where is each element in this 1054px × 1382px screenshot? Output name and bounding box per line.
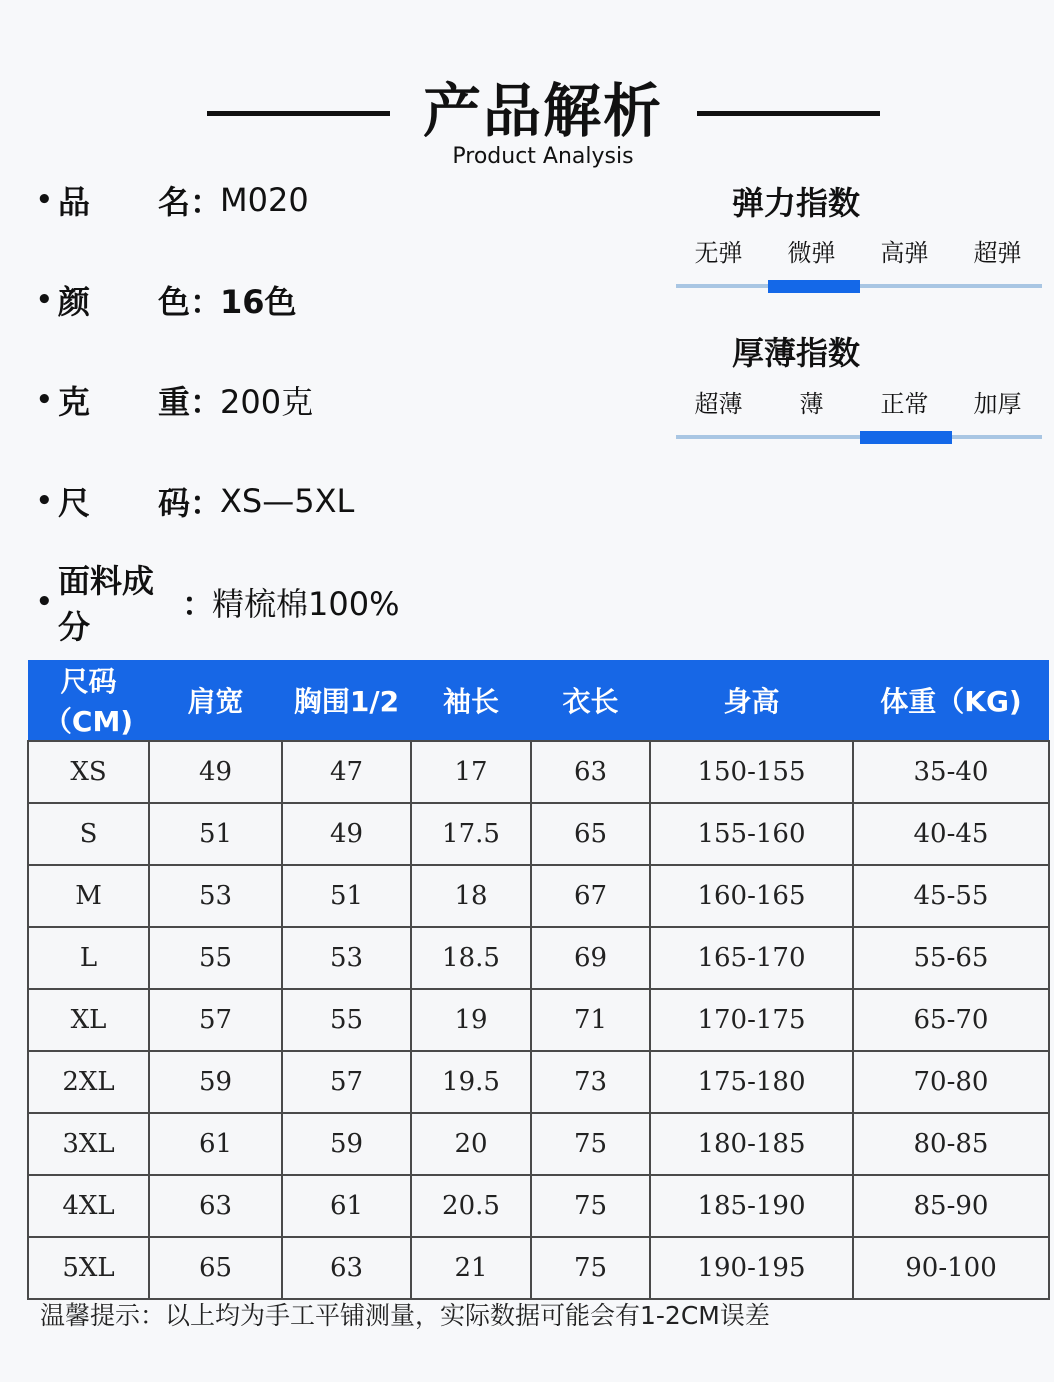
table-cell: 18 — [411, 865, 531, 927]
table-row — [28, 1175, 1049, 1237]
spec-size: • 尺 码 ： XS—5XL — [36, 476, 354, 526]
table-cell: 165-170 — [650, 927, 853, 989]
table-cell: 185-190 — [650, 1175, 853, 1237]
table-cell: 90-100 — [853, 1237, 1049, 1299]
table-row — [28, 1237, 1049, 1299]
table-cell: 49 — [149, 741, 282, 803]
table-cell: 19 — [411, 989, 531, 1051]
title-divider-left — [207, 111, 390, 116]
table-cell: 40-45 — [853, 803, 1049, 865]
table-header-cell: 袖长 — [411, 660, 531, 741]
table-cell: 150-155 — [650, 741, 853, 803]
table-cell: S — [28, 803, 149, 865]
table-cell: 65 — [149, 1237, 282, 1299]
spec-value: 16色 — [220, 283, 297, 321]
table-cell: 57 — [282, 1051, 411, 1113]
spec-value: 200克 — [220, 383, 314, 421]
thickness-options — [672, 384, 1044, 419]
table-header-cell: 身高 — [650, 660, 853, 741]
table-cell: 51 — [149, 803, 282, 865]
table-cell: 61 — [149, 1113, 282, 1175]
table-cell: 70-80 — [853, 1051, 1049, 1113]
table-row — [28, 1113, 1049, 1175]
table-cell: 20.5 — [411, 1175, 531, 1237]
spec-label: 颜 色 — [58, 283, 190, 321]
table-cell: 80-85 — [853, 1113, 1049, 1175]
table-cell: 51 — [282, 865, 411, 927]
table-row — [28, 989, 1049, 1051]
bullet-icon: • — [36, 285, 53, 315]
table-cell: 53 — [282, 927, 411, 989]
spec-color: • 颜 色 ： 16色 — [36, 275, 297, 325]
table-cell: 63 — [531, 741, 650, 803]
table-cell: 17 — [411, 741, 531, 803]
table-cell: 59 — [149, 1051, 282, 1113]
bullet-icon: • — [36, 587, 53, 617]
table-cell: 67 — [531, 865, 650, 927]
table-cell: 155-160 — [650, 803, 853, 865]
table-cell: 75 — [531, 1113, 650, 1175]
table-cell: 4XL — [28, 1175, 149, 1237]
bullet-icon: • — [36, 486, 53, 516]
thickness-option: 超薄 — [694, 390, 743, 418]
elasticity-option: 微弹 — [787, 239, 836, 267]
table-cell: 57 — [149, 989, 282, 1051]
table-cell: 2XL — [28, 1051, 149, 1113]
table-cell: 35-40 — [853, 741, 1049, 803]
table-cell: 45-55 — [853, 865, 1049, 927]
table-row — [28, 741, 1049, 803]
table-cell: 71 — [531, 989, 650, 1051]
spec-name: • 品 名 ： M020 — [36, 175, 309, 225]
table-row — [28, 927, 1049, 989]
elasticity-option: 高弹 — [880, 239, 929, 267]
page-subtitle: Product Analysis — [452, 144, 634, 169]
thickness-indicator — [860, 431, 952, 444]
table-cell: 63 — [282, 1237, 411, 1299]
table-header-row — [28, 660, 1049, 741]
table-cell: 5XL — [28, 1237, 149, 1299]
table-cell: XL — [28, 989, 149, 1051]
size-table — [27, 660, 1048, 1300]
table-cell: 75 — [531, 1237, 650, 1299]
thickness-option: 加厚 — [973, 390, 1022, 418]
table-row — [28, 1051, 1049, 1113]
table-cell: 20 — [411, 1113, 531, 1175]
page-title: 产品解析 — [422, 77, 663, 145]
table-cell: 55-65 — [853, 927, 1049, 989]
table-row — [28, 803, 1049, 865]
thickness-option: 正常 — [880, 390, 929, 418]
table-cell: 85-90 — [853, 1175, 1049, 1237]
table-header-cell: 胸围1/2 — [282, 660, 411, 741]
spec-label: 克 重 — [58, 383, 190, 421]
table-row — [28, 865, 1049, 927]
table-cell: 47 — [282, 741, 411, 803]
elasticity-indicator — [768, 280, 860, 293]
elasticity-option: 无弹 — [694, 239, 743, 267]
table-cell: 73 — [531, 1051, 650, 1113]
thickness-option: 薄 — [799, 390, 824, 418]
table-header-cell: 衣长 — [531, 660, 650, 741]
table-cell: 59 — [282, 1113, 411, 1175]
bullet-icon: • — [36, 185, 53, 215]
measurement-note: 温馨提示：以上均为手工平铺测量，实际数据可能会有1-2CM误差 — [40, 1301, 770, 1330]
elasticity-options — [672, 233, 1044, 268]
table-cell: 170-175 — [650, 989, 853, 1051]
table-cell: 65-70 — [853, 989, 1049, 1051]
table-cell: 55 — [282, 989, 411, 1051]
table-cell: 75 — [531, 1175, 650, 1237]
thickness-title: 厚薄指数 — [731, 334, 860, 372]
table-header-cell: 尺码（CM) — [28, 660, 149, 741]
table-cell: 18.5 — [411, 927, 531, 989]
spec-value: M020 — [220, 181, 309, 219]
spec-label: 面料成分 — [58, 562, 155, 646]
table-cell: M — [28, 865, 149, 927]
spec-value: 精梳棉100% — [212, 585, 400, 623]
table-cell: 180-185 — [650, 1113, 853, 1175]
spec-label: 尺 码 — [58, 484, 190, 522]
table-cell: L — [28, 927, 149, 989]
thickness-track — [676, 435, 1042, 439]
table-cell: 21 — [411, 1237, 531, 1299]
table-cell: 63 — [149, 1175, 282, 1237]
table-cell: 175-180 — [650, 1051, 853, 1113]
table-cell: 65 — [531, 803, 650, 865]
bullet-icon: • — [36, 385, 53, 415]
elasticity-option: 超弹 — [973, 239, 1022, 267]
table-cell: 160-165 — [650, 865, 853, 927]
table-cell: 55 — [149, 927, 282, 989]
table-header-cell: 肩宽 — [149, 660, 282, 741]
table-cell: 53 — [149, 865, 282, 927]
table-cell: 49 — [282, 803, 411, 865]
table-header-cell: 体重（KG) — [853, 660, 1049, 741]
spec-value: XS—5XL — [220, 482, 355, 520]
table-cell: 190-195 — [650, 1237, 853, 1299]
elasticity-title: 弹力指数 — [731, 184, 860, 222]
table-cell: 3XL — [28, 1113, 149, 1175]
title-divider-right — [697, 111, 880, 116]
spec-weight: • 克 重 ： 200克 — [36, 375, 313, 425]
spec-label: 品 名 — [58, 183, 190, 221]
table-cell: 69 — [531, 927, 650, 989]
table-cell: 19.5 — [411, 1051, 531, 1113]
table-cell: 17.5 — [411, 803, 531, 865]
table-cell: 61 — [282, 1175, 411, 1237]
spec-fabric: • 面料成分 ： 精梳棉100% — [36, 577, 400, 627]
table-cell: XS — [28, 741, 149, 803]
